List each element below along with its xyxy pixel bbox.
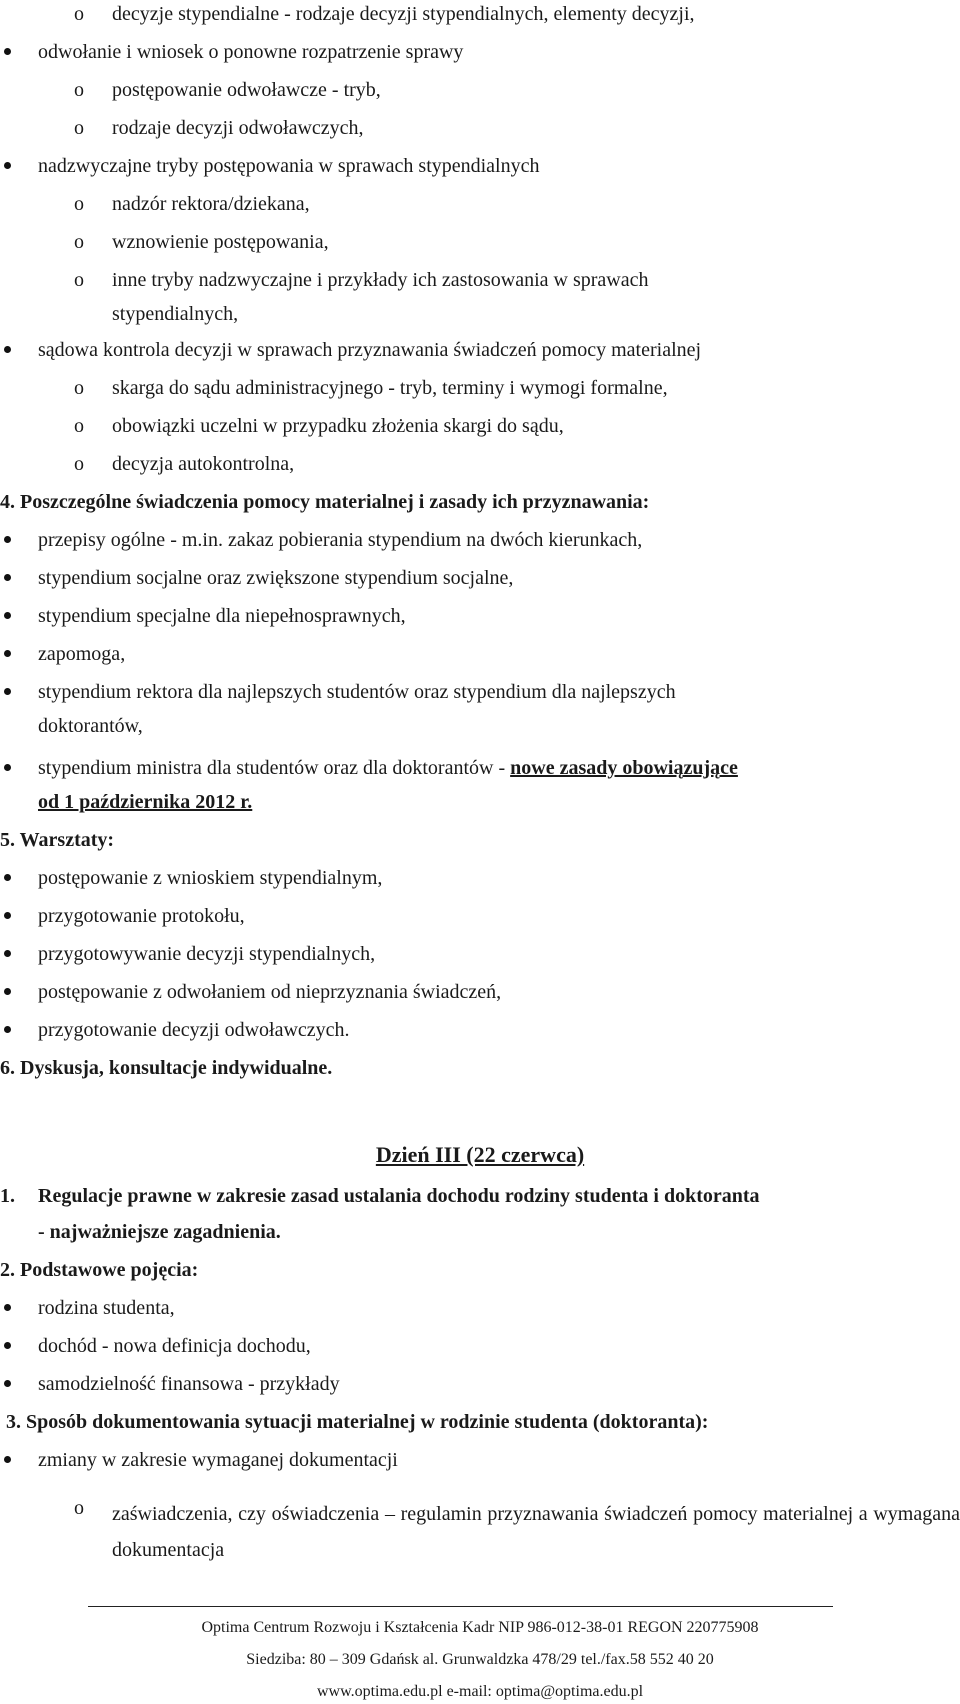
bullet-marker	[4, 574, 11, 581]
list-subitem: zaświadczenia, czy oświadczenia – regulamin przyznawania świadczeń pomocy materialnej a wymagana dokumentacja	[112, 1503, 960, 1561]
bullet-marker	[4, 346, 11, 353]
list-item	[38, 756, 738, 780]
list-subitem: skarga do sądu administracyjnego - tryb, terminy i wymogi formalne,	[112, 377, 668, 399]
emphasis-text: nowe zasady obowiązujące	[510, 757, 738, 779]
list-item: nadzwyczajne tryby postępowania w sprawach stypendialnych	[38, 155, 540, 177]
sub-bullet-marker: o	[74, 453, 84, 475]
section-number: 1.	[0, 1185, 15, 1207]
sub-bullet-marker: o	[74, 117, 84, 139]
bullet-marker	[4, 162, 11, 169]
list-item: przepisy ogólne - m.in. zakaz pobierania stypendium na dwóch kierunkach,	[38, 529, 643, 551]
list-item-continuation: doktorantów,	[38, 715, 143, 737]
bullet-marker	[4, 1342, 11, 1349]
list-subitem: postępowanie odwoławcze - tryb,	[112, 79, 381, 101]
footer-company: Optima Centrum Rozwoju i Kształcenia Kadr NIP 986-012-38-01 REGON 220775908	[201, 1619, 759, 1636]
bullet-marker	[4, 650, 11, 657]
bullet-marker	[4, 950, 11, 957]
list-item: stypendium specjalne dla niepełnosprawnych,	[38, 605, 406, 627]
footer-rule	[88, 1606, 833, 1607]
bullet-marker	[4, 1304, 11, 1311]
bullet-marker	[4, 764, 11, 771]
list-item: postępowanie z odwołaniem od nieprzyznania świadczeń,	[38, 981, 502, 1003]
bullet-marker	[4, 1456, 11, 1463]
list-item: postępowanie z wnioskiem stypendialnym,	[38, 867, 383, 889]
section-heading: 2. Podstawowe pojęcia:	[0, 1259, 199, 1281]
section-heading: 3. Sposób dokumentowania sytuacji materialnej w rodzinie studenta (doktoranta):	[6, 1411, 709, 1433]
sub-bullet-marker: o	[74, 3, 84, 25]
footer-address: Siedziba: 80 – 309 Gdańsk al. Grunwaldzka 478/29 tel./fax.58 552 40 20	[246, 1651, 714, 1668]
list-subitem: rodzaje decyzji odwoławczych,	[112, 117, 364, 139]
list-item: zmiany w zakresie wymaganej dokumentacji	[38, 1449, 398, 1471]
sub-bullet-marker: o	[74, 1497, 84, 1519]
list-item-text: stypendium ministra dla studentów oraz dla doktorantów -	[38, 757, 511, 779]
list-item: samodzielność finansowa - przykłady	[38, 1373, 340, 1395]
list-item: odwołanie i wniosek o ponowne rozpatrzenie sprawy	[38, 41, 464, 63]
list-item: przygotowywanie decyzji stypendialnych,	[38, 943, 376, 965]
list-subitem-continuation: stypendialnych,	[112, 303, 239, 325]
list-subitem: decyzje stypendialne - rodzaje decyzji stypendialnych, elementy decyzji,	[112, 3, 695, 25]
section-heading: 4. Poszczególne świadczenia pomocy materialnej i zasady ich przyznawania:	[0, 491, 650, 513]
list-subitem: obowiązki uczelni w przypadku złożenia skargi do sądu,	[112, 415, 564, 437]
footer-contact: www.optima.edu.pl e-mail: optima@optima.edu.pl	[316, 1683, 644, 1700]
list-item: rodzina studenta,	[38, 1297, 175, 1319]
sub-bullet-marker: o	[74, 415, 84, 437]
list-subitem: wznowienie postępowania,	[112, 231, 329, 253]
bullet-marker	[4, 688, 11, 695]
bullet-marker	[4, 988, 11, 995]
sub-bullet-marker: o	[74, 269, 84, 291]
bullet-marker	[4, 912, 11, 919]
sub-bullet-marker: o	[74, 377, 84, 399]
list-item: stypendium rektora dla najlepszych studentów oraz stypendium dla najlepszych	[38, 681, 676, 703]
list-item: zapomoga,	[38, 643, 126, 665]
section-heading-continuation: - najważniejsze zagadnienia.	[38, 1221, 281, 1243]
bullet-marker	[4, 48, 11, 55]
sub-bullet-marker: o	[74, 231, 84, 253]
list-item: przygotowanie protokołu,	[38, 905, 245, 927]
list-item: przygotowanie decyzji odwoławczych.	[38, 1019, 350, 1041]
bullet-marker	[4, 874, 11, 881]
section-heading: Regulacje prawne w zakresie zasad ustalania dochodu rodziny studenta i doktoranta	[38, 1185, 760, 1207]
bullet-marker	[4, 1026, 11, 1033]
list-subitem: nadzór rektora/dziekana,	[112, 193, 310, 215]
section-heading: 5. Warsztaty:	[0, 829, 115, 851]
list-item: sądowa kontrola decyzji w sprawach przyznawania świadczeń pomocy materialnej	[38, 339, 702, 361]
list-item: stypendium socjalne oraz zwiększone stypendium socjalne,	[38, 567, 514, 589]
bullet-marker	[4, 1380, 11, 1387]
sub-bullet-marker: o	[74, 193, 84, 215]
list-subitem: inne tryby nadzwyczajne i przykłady ich zastosowania w sprawach	[112, 269, 649, 291]
emphasis-text: od 1 października 2012 r.	[38, 791, 253, 813]
day-title: Dzień III (22 czerwca)	[375, 1142, 585, 1167]
bullet-marker	[4, 612, 11, 619]
list-item: dochód - nowa definicja dochodu,	[38, 1335, 311, 1357]
sub-bullet-marker: o	[74, 79, 84, 101]
section-heading: 6. Dyskusja, konsultacje indywidualne.	[0, 1057, 333, 1079]
list-subitem: decyzja autokontrolna,	[112, 453, 295, 475]
bullet-marker	[4, 536, 11, 543]
